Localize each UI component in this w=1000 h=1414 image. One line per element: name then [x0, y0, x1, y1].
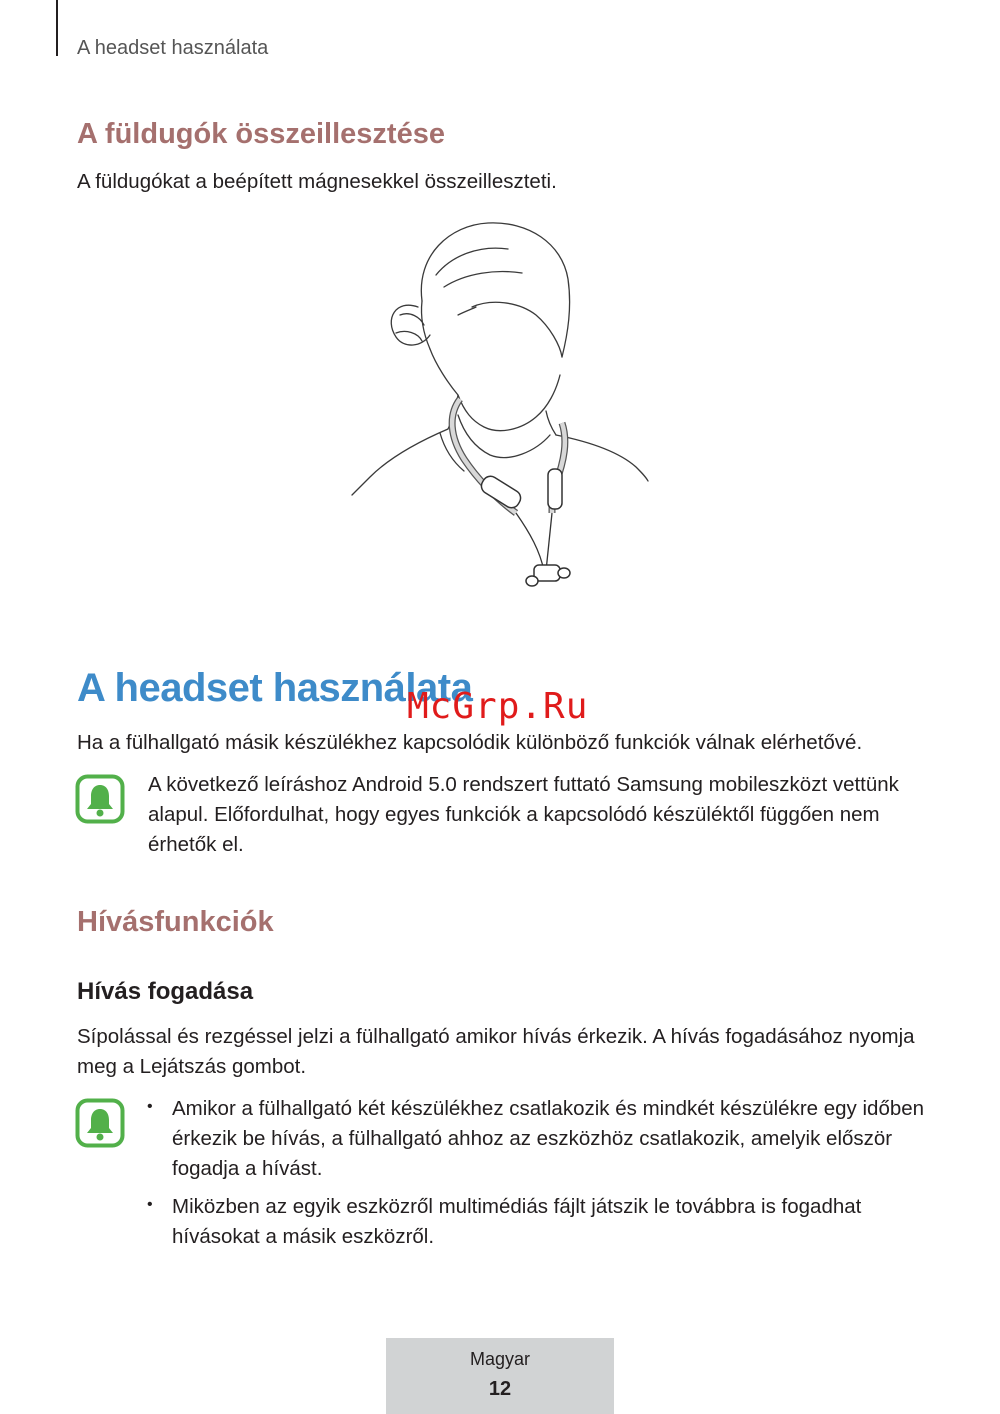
notification-bell-icon — [75, 774, 125, 824]
section-text-magnets: A füldugókat a beépített mágnesekkel összeilleszteti. — [77, 170, 557, 193]
notification-bell-icon — [75, 1098, 125, 1148]
page-number: 12 — [488, 1378, 512, 1400]
bullet-line: érkezik be hívás, a fülhallgató ahhoz az eszközhöz csatlakozik, amelyik először — [172, 1127, 893, 1150]
person-wearing-neckband-headset-illustration — [340, 215, 660, 595]
note-line: érhetők el. — [148, 833, 244, 856]
bullet-marker: • — [147, 1098, 153, 1115]
bullet-line: Amikor a fülhallgató két készülékhez csatlakozik és mindkét készülékre egy időben — [172, 1097, 925, 1120]
bullet-line: fogadja a hívást. — [172, 1157, 323, 1180]
section-intro-usage: Ha a fülhallgató másik készülékhez kapcsolódik különböző funkciók válnak elérhetővé. — [77, 731, 863, 754]
note-line: alapul. Előfordulhat, hogy egyes funkciók a kapcsolódó készüléktől függően nem — [148, 803, 880, 826]
subsection-title-answer-call: Hívás fogadása — [77, 978, 254, 1005]
watermark: McGrp.Ru — [407, 686, 589, 727]
bullet-line: hívásokat a másik eszközről. — [172, 1225, 435, 1248]
section-title-usage: A headset használata — [77, 666, 473, 710]
section-title-calls: Hívásfunkciók — [77, 906, 274, 938]
section-title-magnets: A füldugók összeillesztése — [77, 118, 445, 150]
note-line: A következő leíráshoz Android 5.0 rendszert futtató Samsung mobileszközt vettünk — [148, 773, 899, 796]
page-footer — [386, 1338, 614, 1414]
calls-text-line: meg a Lejátszás gombot. — [77, 1055, 307, 1078]
calls-text-line: Sípolással és rezgéssel jelzi a fülhallgató amikor hívás érkezik. A hívás fogadásához nyomja — [77, 1025, 915, 1048]
bullet-line: Miközben az egyik eszközről multimédiás fájlt játszik le továbbra is fogadhat — [172, 1195, 862, 1218]
running-header: A headset használata — [77, 37, 269, 59]
header-rule — [56, 0, 58, 56]
footer-language: Magyar — [469, 1349, 531, 1369]
bullet-marker: • — [147, 1196, 153, 1213]
